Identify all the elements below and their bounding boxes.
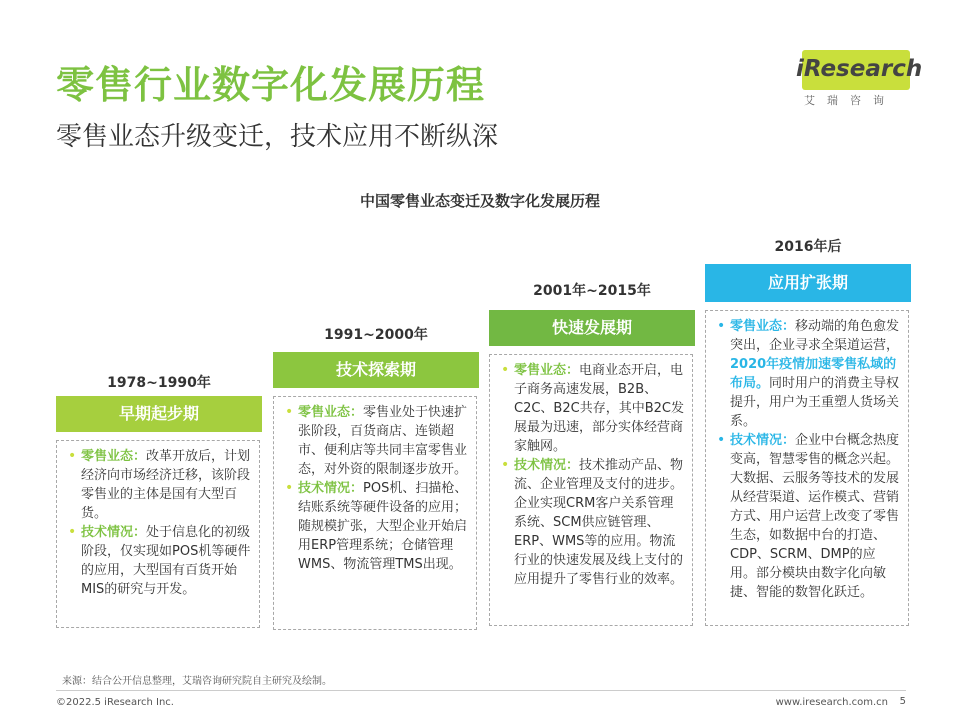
item-label: 零售业态： xyxy=(81,449,147,464)
item-label: 技术情况： xyxy=(514,458,580,473)
stage-years: 1991~2000年 xyxy=(324,327,428,343)
item-label: 技术情况： xyxy=(298,481,364,496)
stage-years: 2001年~2015年 xyxy=(533,283,651,299)
stage-content-box xyxy=(705,310,909,626)
item-label: 零售业态： xyxy=(514,363,580,378)
list-item xyxy=(284,479,468,574)
stage-content-box xyxy=(273,396,477,630)
item-text: 企业中台概念热度变高，智慧零售的概念兴起。大数据、云服务等技术的发展从经营渠道、运作模式、营销方式、用户运营上改变了零售生态，如数据中台的打造、CDP、SCRM、DMP的应用。部分模块由数字化向敏捷、智能的数智化跃迁。 xyxy=(730,433,900,600)
item-label: 技术情况： xyxy=(81,525,147,540)
stage-header: 快速发展期 xyxy=(489,310,695,346)
list-item xyxy=(500,456,684,589)
website-link[interactable]: www.iresearch.com.cn xyxy=(775,697,888,708)
source-note: 来源：结合公开信息整理，艾瑞咨询研究院自主研究及绘制。 xyxy=(62,676,332,687)
stage-header: 应用扩张期 xyxy=(705,264,911,302)
item-label: 零售业态： xyxy=(730,319,796,334)
stage-years: 1978~1990年 xyxy=(107,375,211,391)
item-label: 技术情况： xyxy=(730,433,796,448)
item-text: 处于信息化的初级阶段，仅实现如POS机等硬件的应用，大型国有百货开始MIS的研究与开发。 xyxy=(81,525,251,597)
list-item xyxy=(500,361,684,456)
stage-header: 早期起步期 xyxy=(56,396,262,432)
list-item xyxy=(67,447,251,523)
item-text: 电商业态开启，电子商务高速发展，B2B、C2C、B2C共存，其中B2C发展最为迅速，部分实体经营商家触网。 xyxy=(514,363,684,454)
item-text: 同时用户的消费主导权提升，用户为王重塑人货场关系。 xyxy=(730,376,900,429)
stage-years: 2016年后 xyxy=(774,239,842,255)
chart-title: 中国零售业态变迁及数字化发展历程 xyxy=(359,192,600,210)
item-text: 移动端的角色愈发突出，企业寻求全渠道运营， xyxy=(730,319,900,353)
list-item xyxy=(284,403,468,479)
logo-text: iResearch xyxy=(796,56,923,82)
iresearch-logo xyxy=(788,50,923,112)
stage-content-box xyxy=(489,354,693,626)
stage-content-box xyxy=(56,440,260,628)
item-highlight: 2020年疫情加速零售私域的布局。 xyxy=(730,357,897,391)
page-number: 5 xyxy=(899,696,906,707)
page-title: 零售行业数字化发展历程 xyxy=(56,63,486,107)
logo-subtext: 艾瑞咨询 xyxy=(804,94,896,107)
item-text: 技术推动产品、物流、企业管理及支付的进步。企业实现CRM客户关系管理系统、SCM供应链管理、ERP、WMS等的应用。物流行业的快速发展及线上支付的应用提升了零售行业的效率。 xyxy=(514,458,684,587)
list-item xyxy=(716,431,900,602)
copyright: ©2022.5 iResearch Inc. xyxy=(56,697,174,708)
footer-divider xyxy=(56,690,906,691)
list-item xyxy=(67,523,251,599)
item-text: 零售业处于快速扩张阶段，百货商店、连锁超市、便利店等共同丰富零售业态，对外资的限制逐步放开。 xyxy=(298,405,468,477)
item-text: POS机、扫描枪、结账系统等硬件设备的应用；随规模扩张，大型企业开始启用ERP管理系统；仓储管理WMS、物流管理TMS出现。 xyxy=(298,481,468,572)
list-item xyxy=(716,317,900,431)
item-text: 改革开放后，计划经济向市场经济迁移，该阶段零售业的主体是国有大型百货。 xyxy=(81,449,251,521)
stage-header: 技术探索期 xyxy=(273,352,479,388)
page-subtitle: 零售业态升级变迁，技术应用不断纵深 xyxy=(56,122,499,152)
item-label: 零售业态： xyxy=(298,405,364,420)
